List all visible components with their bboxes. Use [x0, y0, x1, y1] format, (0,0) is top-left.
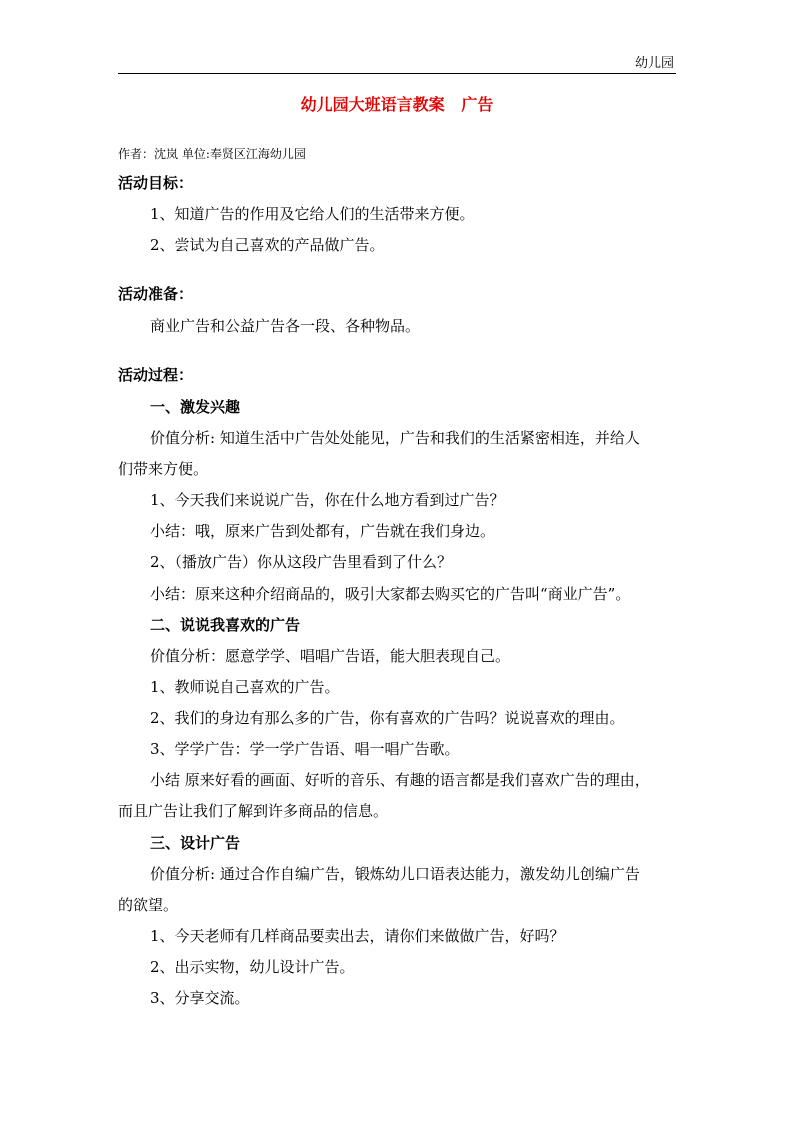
- page-header-text: 幼儿园: [634, 56, 674, 71]
- prep-text: 商业广告和公益广告各一段、各种物品。: [150, 317, 421, 335]
- goal-item: 2、尝试为自己喜欢的产品做广告。: [150, 236, 385, 254]
- section-2-item-1: 1、教师说自己喜欢的广告。: [150, 678, 340, 696]
- prep-heading: 活动准备：: [118, 285, 194, 303]
- section-1-title: 一、激发兴趣: [150, 398, 241, 416]
- section-1-question-2: 2、（播放广告）你从这段广告里看到了什么？: [150, 553, 453, 571]
- section-1-question-1: 1、今天我们来说说广告，你在什么地方看到过广告？: [150, 491, 505, 509]
- section-1-summary-2: 小结：原来这种介绍商品的，吸引大家都去购买它的广告叫“商业广告”。: [150, 585, 631, 603]
- section-1-summary-1: 小结：哦，原来广告到处都有，广告就在我们身边。: [150, 522, 496, 540]
- section-2-item-2: 2、我们的身边有那么多的广告，你有喜欢的广告吗？说说喜欢的理由。: [150, 709, 625, 727]
- section-2-value-analysis: 价值分析：愿意学学、唱唱广告语，能大胆表现自己。: [150, 647, 511, 665]
- section-2-summary: 小结 原来好看的画面、好听的音乐、有趣的语言都是我们喜欢广告的理由，: [150, 771, 650, 789]
- section-2-item-3: 3、学学广告：学一学广告语、唱一唱广告歌。: [150, 740, 460, 758]
- section-3-item-2: 2、出示实物，幼儿设计广告。: [150, 958, 355, 976]
- section-3-title: 三、设计广告: [150, 834, 241, 852]
- section-2-title: 二、说说我喜欢的广告: [150, 616, 301, 634]
- document-title: 幼儿园大班语言教案 广告: [300, 95, 494, 114]
- section-1-value-analysis-cont: 们带来方便。: [118, 460, 209, 478]
- goal-item: 1、知道广告的作用及它给人们的生活带来方便。: [150, 205, 475, 223]
- section-3-item-1: 1、今天老师有几样商品要卖出去，请你们来做做广告，好吗？: [150, 927, 565, 945]
- process-heading: 活动过程：: [118, 366, 194, 384]
- author-line: 作者：沈岚 单位:奉贤区江海幼儿园: [118, 147, 306, 161]
- header-divider: [118, 73, 676, 74]
- section-3-item-3: 3、分享交流。: [150, 989, 250, 1007]
- section-3-value-analysis: 价值分析: 通过合作自编广告，锻炼幼儿口语表达能力，激发幼儿创编广告: [150, 865, 640, 883]
- section-3-value-analysis-cont: 的欲望。: [118, 896, 179, 914]
- goals-heading: 活动目标：: [118, 174, 194, 192]
- section-2-summary-cont: 而且广告让我们了解到许多商品的信息。: [118, 802, 389, 820]
- section-1-value-analysis: 价值分析: 知道生活中广告处处能见，广告和我们的生活紧密相连，并给人: [150, 429, 640, 447]
